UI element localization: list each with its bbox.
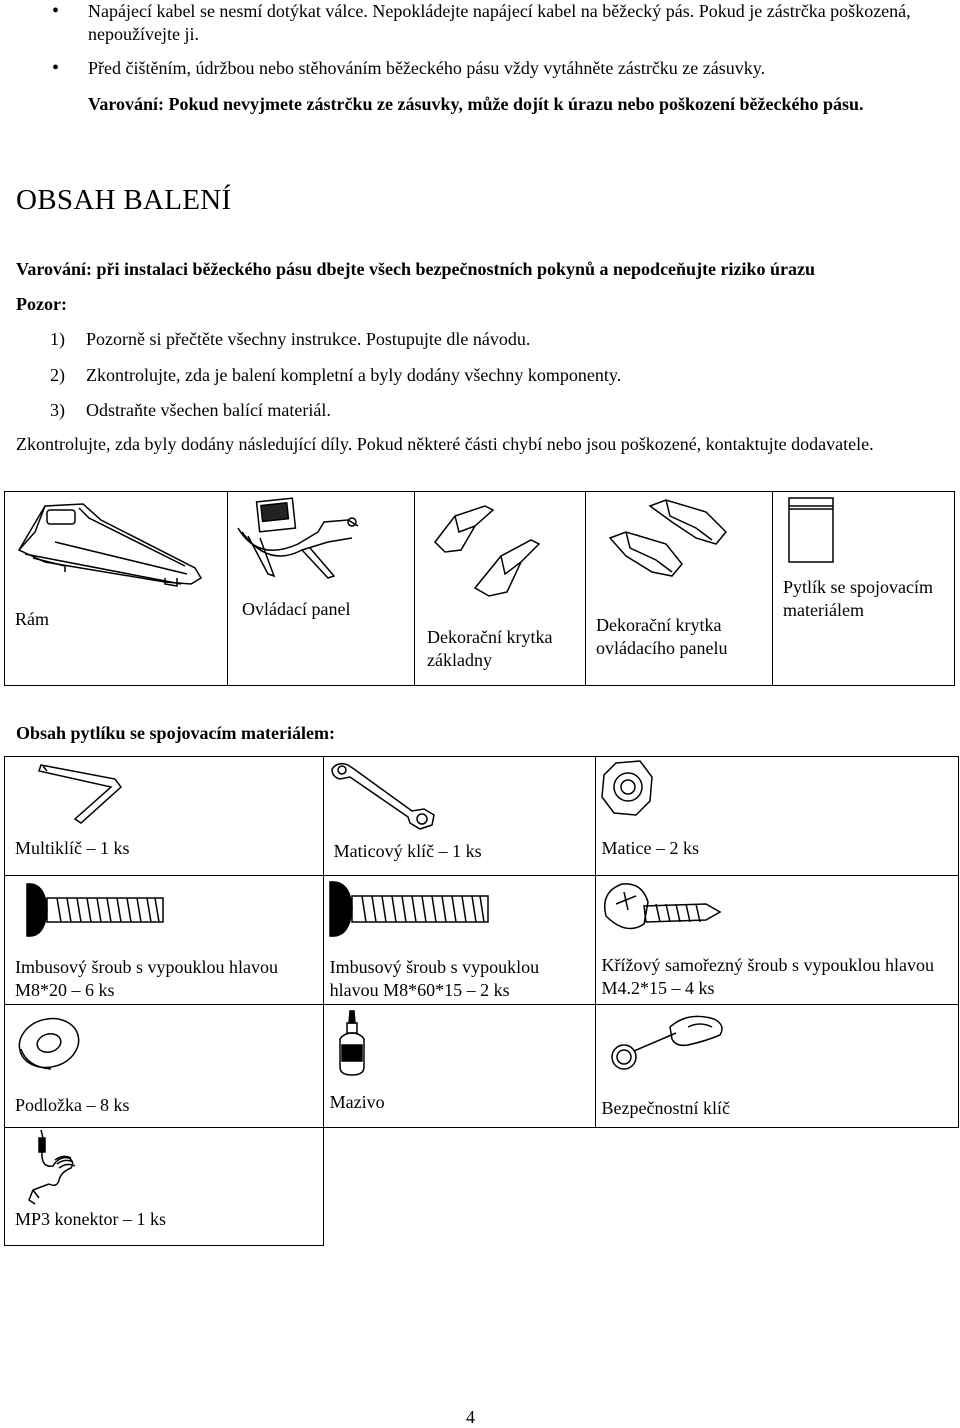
- page-number: 4: [466, 1407, 475, 1427]
- hardware-cell: [323, 876, 595, 1005]
- hardware-cell: [5, 757, 324, 876]
- step-1: 1) Pozorně si přečtěte všechny instrukce. Postupujte dle návodu.: [50, 329, 531, 349]
- part-label: Rám: [15, 609, 49, 629]
- hardware-label: Imbusový šroub s vypouklou hlavou M8*20 – 6 ks: [15, 957, 278, 1001]
- lubricant-bottle-icon: [324, 1005, 596, 1085]
- mp3-cable-icon: [5, 1128, 324, 1208]
- part-label: Pytlík se spojovacím materiálem: [783, 577, 933, 620]
- bullet-unplug: • Před čištěním, údržbou nebo stěhováním běžeckého pásu vždy vytáhněte zástrčku ze zásuvky.: [88, 57, 938, 80]
- hardware-label: Bezpečnostní klíč: [601, 1098, 730, 1118]
- hardware-cell: [5, 876, 324, 1005]
- step-3: 3) Odstraňte všechen balící materiál.: [50, 400, 331, 420]
- wrench-icon: [324, 757, 596, 837]
- hardware-cell: [323, 1005, 595, 1128]
- part-cell-frame: [5, 492, 228, 686]
- base-cover-icon: [415, 492, 585, 602]
- safety-key-icon: [596, 1005, 960, 1085]
- washer-icon: [5, 1005, 324, 1077]
- bullet-power-cable: • Napájecí kabel se nesmí dotýkat válce. Nepokládejte napájecí kabel na běžecký pás. Pokud je zástrčka poškozená, nepoužívejte ji.: [88, 0, 938, 46]
- part-cell-panel-cover: [586, 492, 773, 686]
- hardware-table: [4, 756, 959, 1246]
- treadmill-frame-icon: [5, 492, 227, 592]
- hardware-label: Multiklíč – 1 ks: [15, 838, 130, 858]
- hardware-bag-icon: [773, 492, 954, 572]
- control-panel-icon: [228, 492, 414, 592]
- panel-cover-icon: [586, 492, 772, 602]
- hardware-cell: [595, 757, 958, 876]
- hardware-label: Matice – 2 ks: [601, 838, 699, 858]
- hardware-cell: [595, 876, 958, 1005]
- parts-table: [4, 491, 955, 686]
- allen-key-icon: [5, 757, 324, 837]
- section-title: OBSAH BALENÍ: [16, 184, 232, 216]
- long-bolt-icon: [324, 876, 596, 946]
- warning-install: Varování: při instalaci běžeckého pásu dbejte všech bezpečnostních pokynů a nepodceňujte riziko úrazu: [16, 259, 816, 279]
- attention-label: Pozor:: [16, 294, 67, 314]
- part-cell-control-panel: [228, 492, 415, 686]
- hardware-label: Podložka – 8 ks: [15, 1095, 130, 1115]
- hardware-label: Maticový klíč – 1 ks: [333, 841, 482, 861]
- step-2: 2) Zkontrolujte, zda je balení kompletní a byly dodány všechny komponenty.: [50, 365, 622, 385]
- part-label: Dekorační krytka základny: [427, 627, 553, 670]
- hardware-label: Mazivo: [329, 1092, 385, 1112]
- hardware-cell: [595, 1005, 958, 1128]
- nut-icon: [596, 757, 960, 837]
- self-tapping-screw-icon: [596, 876, 960, 946]
- hardware-label: Křížový samořezný šroub s vypouklou hlavou M4.2*15 – 4 ks: [601, 955, 934, 999]
- short-bolt-icon: [5, 876, 324, 946]
- part-label: Ovládací panel: [242, 599, 351, 619]
- part-cell-hardware-bag: [773, 492, 955, 686]
- hardware-title: Obsah pytlíku se spojovacím materiálem:: [16, 723, 335, 743]
- hardware-cell: [5, 1127, 324, 1246]
- check-parts-text: Zkontrolujte, zda byly dodány následující díly. Pokud některé části chybí nebo jsou poškozené, kontaktujte dodavatele.: [16, 434, 874, 454]
- hardware-cell: [323, 757, 595, 876]
- hardware-cell: [5, 1005, 324, 1128]
- hardware-label: MP3 konektor – 1 ks: [15, 1208, 167, 1229]
- warning-unplug: Varování: Pokud nevyjmete zástrčku ze zásuvky, může dojít k úrazu nebo poškození běžeckého pásu.: [88, 94, 864, 114]
- hardware-label: Imbusový šroub s vypouklou hlavou M8*60*15 – 2 ks: [329, 957, 540, 1001]
- part-cell-base-cover: [415, 492, 586, 686]
- part-label: Dekorační krytka ovládacího panelu: [596, 615, 728, 658]
